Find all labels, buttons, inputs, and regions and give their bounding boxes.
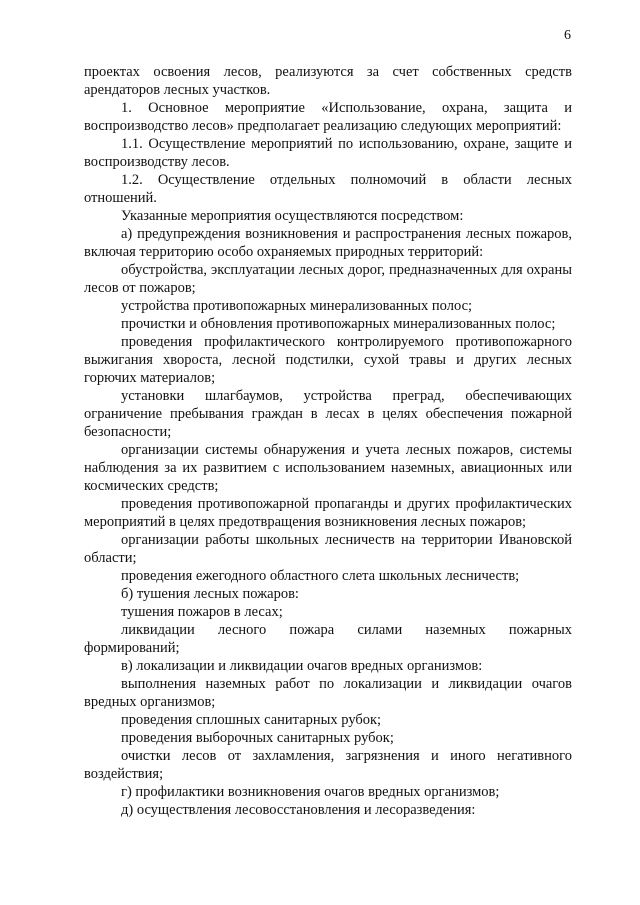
paragraph: Указанные мероприятия осуществляются посредством: [121,208,464,224]
paragraph: 1. Основное мероприятие «Использование, охрана, защита и воспроизводство лесов» предполагает реализацию следующих мероприятий: [84,100,572,134]
paragraph: 1.1. Осуществление мероприятий по использованию, охране, защите и воспроизводству лесов. [84,136,572,170]
body-text [84,63,572,819]
paragraph: выполнения наземных работ по локализации и ликвидации очагов вредных организмов; [84,676,572,710]
paragraph: а) предупреждения возникновения и распространения лесных пожаров, включая территорию особо охраняемых природных территорий: [84,226,572,260]
paragraph: установки шлагбаумов, устройства преград, обеспечивающих ограничение пребывания граждан в лесах в целях обеспечения пожарной безопасности; [84,388,572,440]
paragraph: г) профилактики возникновения очагов вредных организмов; [121,784,500,800]
paragraph: проведения ежегодного областного слета школьных лесничеств; [121,568,520,584]
paragraph: в) локализации и ликвидации очагов вредных организмов: [121,658,483,674]
paragraph: проведения противопожарной пропаганды и других профилактических мероприятий в целях предотвращения возникновения лесных пожаров; [84,496,572,530]
paragraph: проектах освоения лесов, реализуются за счет собственных средств арендаторов лесных участков. [84,64,572,98]
paragraph: тушения пожаров в лесах; [121,604,283,620]
paragraph: д) осуществления лесовосстановления и лесоразведения: [121,802,476,818]
paragraph: проведения сплошных санитарных рубок; [121,712,382,728]
paragraph: проведения выборочных санитарных рубок; [121,730,394,746]
paragraph: очистки лесов от захламления, загрязнения и иного негативного воздействия; [84,748,572,782]
paragraph: устройства противопожарных минерализованных полос; [121,298,473,314]
paragraph: проведения профилактического контролируемого противопожарного выжигания хвороста, лесной подстилки, сухой травы и других лесных горючих материалов; [84,334,572,386]
paragraph: организации работы школьных лесничеств на территории Ивановской области; [84,532,572,566]
paragraph: прочистки и обновления противопожарных минерализованных полос; [121,316,556,332]
paragraph: организации системы обнаружения и учета лесных пожаров, системы наблюдения за их развитием с использованием наземных, авиационных или космических средств; [84,442,572,494]
paragraph: 1.2. Осуществление отдельных полномочий в области лесных отношений. [84,172,572,206]
paragraph: обустройства, эксплуатации лесных дорог, предназначенных для охраны лесов от пожаров; [84,262,572,296]
paragraph: б) тушения лесных пожаров: [121,586,299,602]
page-number: 6 [564,28,571,43]
paragraph: ликвидации лесного пожара силами наземных пожарных формирований; [84,622,572,656]
